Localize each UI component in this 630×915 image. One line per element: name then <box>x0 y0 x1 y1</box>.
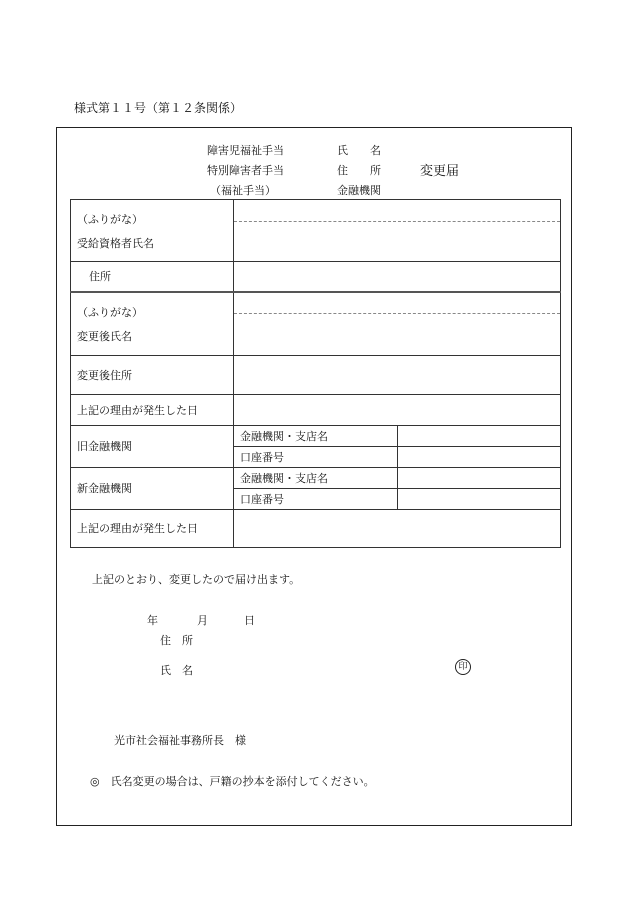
furigana-label-2: （ふりがな） <box>77 305 143 319</box>
new-name-label: 変更後氏名 <box>77 329 132 343</box>
old-bank-branch-label: 金融機関・支店名 <box>234 425 398 446</box>
row-recipient-name <box>71 200 561 262</box>
reason-date-label-2: 上記の理由が発生した日 <box>71 509 234 547</box>
row-reason-date <box>71 394 561 425</box>
row-new-bank-branch <box>71 467 561 488</box>
row-new-name <box>71 292 561 356</box>
applicant-name-label: 氏 名 <box>160 664 193 677</box>
seal-icon: 印 <box>455 659 471 675</box>
address-label: 住所 <box>71 262 234 292</box>
row-reason-date-2 <box>71 509 561 547</box>
recipient-name-label: 受給資格者氏名 <box>77 236 154 250</box>
form-title: 変更届 <box>420 164 460 179</box>
old-account-label: 口座番号 <box>234 446 398 467</box>
form-number: 様式第１１号（第１２条関係） <box>74 101 243 115</box>
header-name: 氏 名 <box>337 144 381 157</box>
attachment-note: ◎ 氏名変更の場合は、戸籍の抄本を添付してください。 <box>90 775 375 788</box>
furigana-label: （ふりがな） <box>77 212 143 226</box>
header-bank: 金融機関 <box>337 184 381 197</box>
header-allowance-1: 障害児福祉手当 <box>207 144 284 157</box>
new-account-label: 口座番号 <box>234 488 398 509</box>
day-label: 日 <box>244 614 255 627</box>
month-label: 月 <box>197 614 208 627</box>
recipient-name-field[interactable] <box>234 200 561 262</box>
header-allowance-3: （福祉手当） <box>210 184 276 197</box>
old-bank-branch-field[interactable] <box>398 425 561 446</box>
row-old-bank-branch <box>71 425 561 446</box>
addressee: 光市社会福祉事務所長 様 <box>114 734 246 747</box>
header-address: 住 所 <box>337 164 381 177</box>
row-address <box>71 262 561 292</box>
new-account-field[interactable] <box>398 488 561 509</box>
new-bank-branch-field[interactable] <box>398 467 561 488</box>
new-bank-label: 新金融機関 <box>71 467 234 509</box>
new-name-field[interactable] <box>234 292 561 356</box>
year-label: 年 <box>147 614 158 627</box>
new-address-field[interactable] <box>234 355 561 394</box>
reason-date-field-2[interactable] <box>234 509 561 547</box>
reason-date-label: 上記の理由が発生した日 <box>71 394 234 425</box>
old-account-field[interactable] <box>398 446 561 467</box>
applicant-address-label: 住 所 <box>160 634 193 647</box>
header-allowance-2: 特別障害者手当 <box>207 164 284 177</box>
old-bank-label: 旧金融機関 <box>71 425 234 467</box>
new-bank-branch-label: 金融機関・支店名 <box>234 467 398 488</box>
row-new-address <box>71 355 561 394</box>
new-address-label: 変更後住所 <box>71 355 234 394</box>
address-field[interactable] <box>234 262 561 292</box>
declaration-text: 上記のとおり、変更したので届け出ます。 <box>92 573 301 586</box>
reason-date-field[interactable] <box>234 394 561 425</box>
form-table <box>70 199 561 548</box>
